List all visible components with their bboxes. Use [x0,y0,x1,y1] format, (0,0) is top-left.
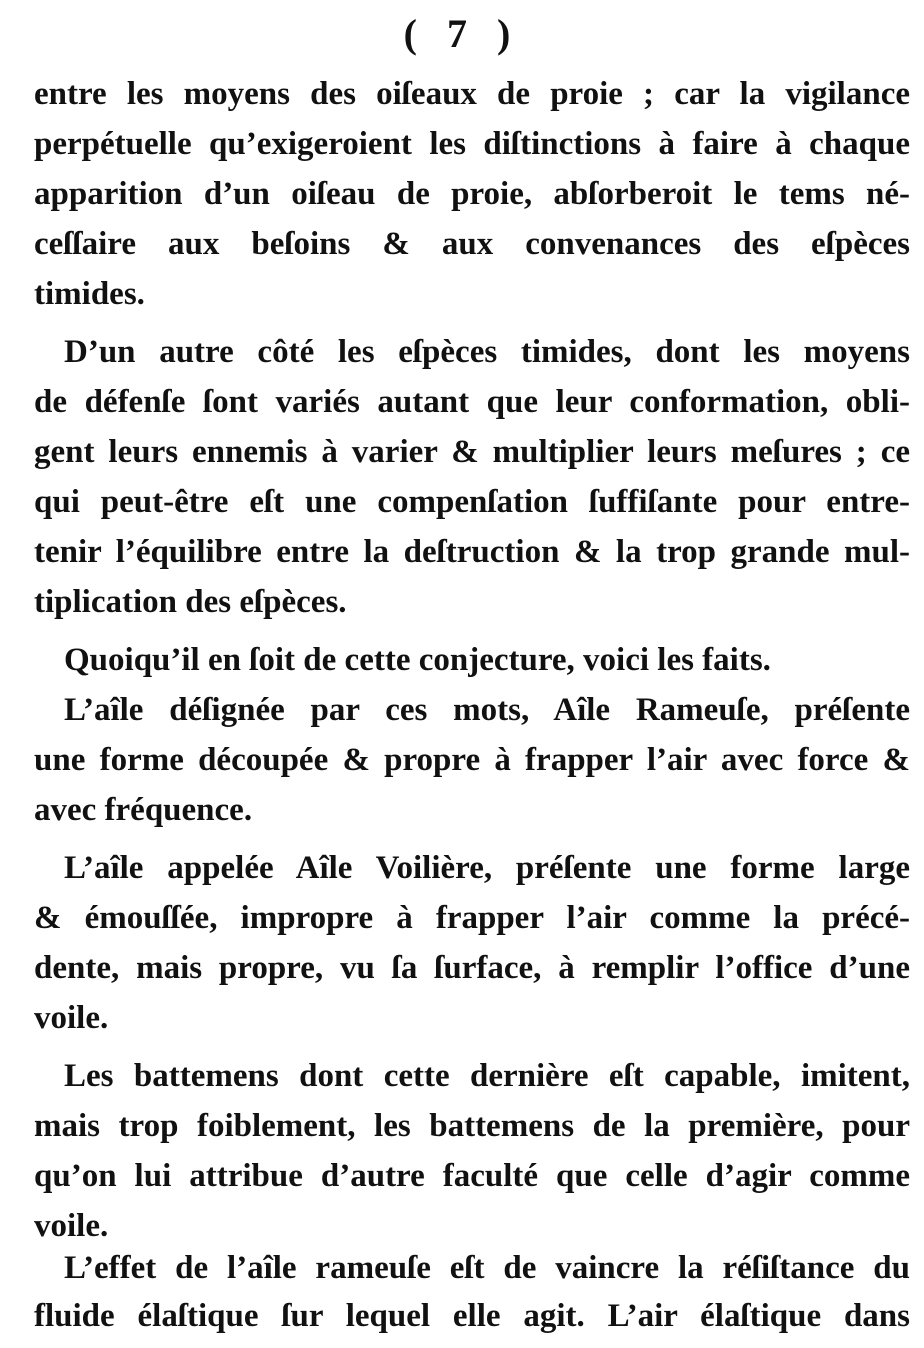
text-line: timides. [34,276,145,312]
text-line: dente, mais propre, vu ſa ſurface, à remplir l’office d’une [34,950,910,986]
text-line: apparition d’un oiſeau de proie, abſorberoit le tems né- [34,176,910,212]
text-line: voile. [34,1000,109,1036]
text-line: L’aîle appelée Aîle Voilière, préſente une forme large [64,850,910,886]
text-line: une forme découpée & propre à frapper l’air avec force & [34,742,910,778]
text-line: tenir l’équilibre entre la deſtruction & la trop grande mul- [34,534,910,570]
text-line: L’aîle déſignée par ces mots, Aîle Rameuſe, préſente [64,692,910,728]
text-line: qui peut-être eſt une compenſation ſuffiſante pour entre- [34,484,910,520]
text-line: Quoiqu’il en ſoit de cette conjecture, voici les faits. [64,642,771,678]
text-line: D’un autre côté les eſpèces timides, dont les moyens [64,334,910,370]
text-line: & émouſſée, impropre à frapper l’air comme la précé- [34,900,910,936]
text-line: gent leurs ennemis à varier & multiplier leurs meſures ; ce [34,434,910,470]
text-line: avec fréquence. [34,792,253,828]
text-line: mais trop foiblement, les battemens de la première, pour [34,1108,910,1144]
text-line: tiplication des eſpèces. [34,584,347,620]
text-line: fluide élaſtique ſur lequel elle agit. L’air élaſtique dans [34,1298,910,1334]
page-number: ( 7 ) [403,11,521,56]
text-line: voile. [34,1208,109,1244]
text-line: perpétuelle qu’exigeroient les diſtinctions à faire à chaque [34,126,910,162]
text-line: de défenſe ſont variés autant que leur conformation, obli- [34,384,910,420]
text-line: ceſſaire aux beſoins & aux convenances des eſpèces [34,226,910,262]
text-line: qu’on lui attribue d’autre faculté que celle d’agir comme [34,1158,910,1194]
text-line: entre les moyens des oiſeaux de proie ; car la vigilance [34,76,910,112]
text-line: Les battemens dont cette dernière eſt capable, imitent, [64,1058,910,1094]
text-line: L’effet de l’aîle rameuſe eſt de vaincre la réſiſtance du [64,1250,910,1286]
